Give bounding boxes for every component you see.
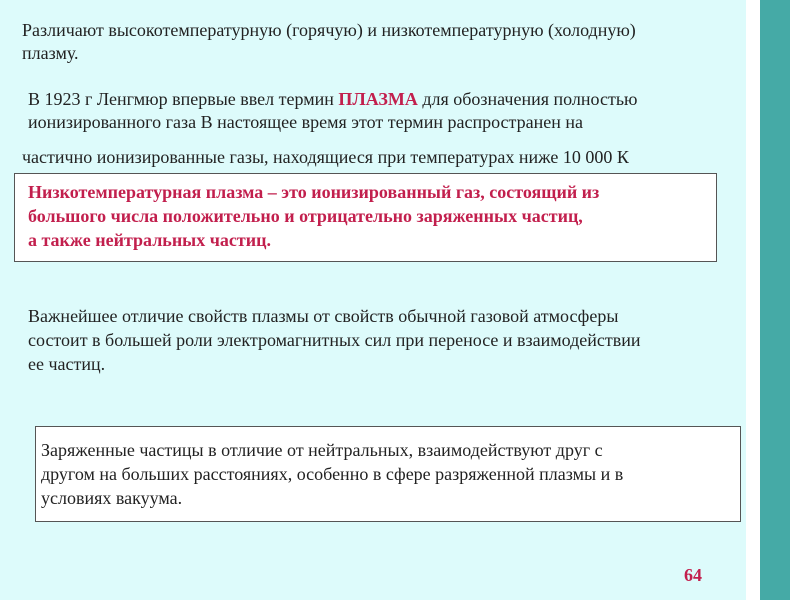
history-line-2: ионизированного газа В настоящее время этот термин распространен на <box>28 112 583 132</box>
charged-line-2: другом на больших расстояниях, особенно в сфере разряженной плазмы и в <box>41 464 624 484</box>
intro-line-2: плазму. <box>22 43 79 63</box>
definition-line-3: а также нейтральных частиц. <box>28 230 271 250</box>
charged-line-3: условиях вакуума. <box>41 488 183 508</box>
history-line-1-start: В 1923 г Ленгмюр впервые ввел термин <box>28 89 339 109</box>
definition-line-1: Низкотемпературная плазма – это ионизированный газ, состоящий из <box>28 182 600 202</box>
history-line-3: частично ионизированные газы, находящиеся при температурах ниже 10 000 К <box>22 147 629 167</box>
history-paragraph <box>28 88 638 134</box>
intro-line-1: Различают высокотемпературную (горячую) и низкотемпературную (холодную) <box>22 20 636 40</box>
difference-line-1: Важнейшее отличие свойств плазмы от свойств обычной газовой атмосферы <box>28 306 619 326</box>
charged-particles-box <box>35 426 741 522</box>
plasma-term: ПЛАЗМА <box>338 89 418 109</box>
intro-paragraph <box>22 19 636 65</box>
charged-line-1: Заряженные частицы в отличие от нейтральных, взаимодействуют друг с <box>41 440 603 460</box>
right-sidebar <box>746 0 800 600</box>
history-line-1 <box>28 88 638 111</box>
difference-line-2: состоит в большей роли электромагнитных сил при переносе и взаимодействии <box>28 330 641 350</box>
definition-box <box>14 173 717 262</box>
definition-line-2: большого числа положительно и отрицательно заряженных частиц, <box>28 206 583 226</box>
history-line-1-end: для обозначения полностью <box>417 89 638 109</box>
difference-line-3: ее частиц. <box>28 354 106 374</box>
difference-paragraph <box>28 304 641 376</box>
page-number: 64 <box>684 565 702 585</box>
sidebar-stripe <box>760 0 790 600</box>
